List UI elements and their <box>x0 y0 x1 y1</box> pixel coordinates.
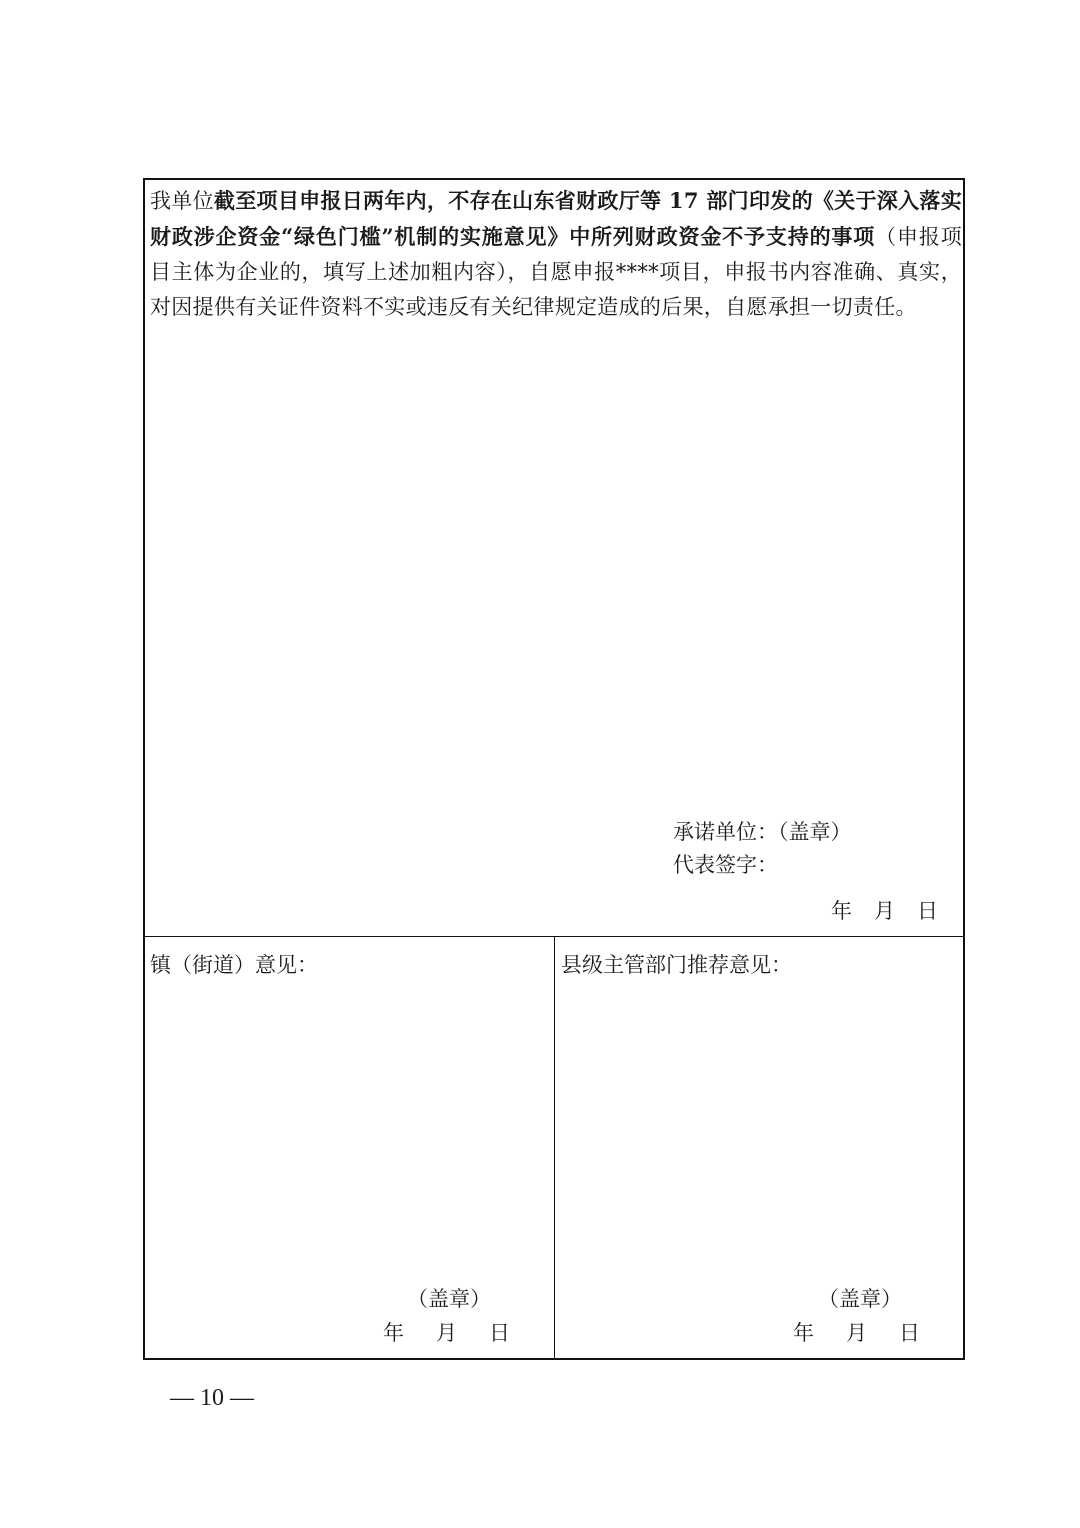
date-day: 日 <box>899 1321 920 1345</box>
date-year: 年 <box>793 1321 814 1345</box>
county-opinion-cell <box>555 937 963 1358</box>
representative-signature-label: 代表签字： <box>673 853 778 877</box>
pledge-text-lead: 我单位 <box>150 189 214 213</box>
date-month: 月 <box>874 899 895 923</box>
town-opinion-date <box>383 1317 510 1347</box>
pledge-text-bold: 截至项目申报日两年内，不存在山东省财政厅等 17 部门印发的《关于深入落实财政涉企资金“绿色门槛”机制的实施意见》中所列财政资金不予支持的事项 <box>150 188 962 249</box>
date-month: 月 <box>436 1321 457 1345</box>
county-opinion-label: 县级主管部门推荐意见： <box>561 953 792 977</box>
town-seal-note: （盖章） <box>407 1287 491 1311</box>
county-seal-note: （盖章） <box>818 1287 902 1311</box>
date-day: 日 <box>489 1321 510 1345</box>
pledge-date <box>831 895 938 925</box>
county-opinion-date <box>793 1317 920 1347</box>
date-year: 年 <box>831 899 852 923</box>
pledge-text-tail: （申报项目主体为企业的，填写上述加粗内容），自愿申报****项目，申报书内容准确、真实，对因提供有关证件资料不实或违反有关纪律规定造成的后果，自愿承担一切责任。 <box>150 225 962 319</box>
date-month: 月 <box>846 1321 867 1345</box>
pledge-form-table <box>143 178 965 1360</box>
date-year: 年 <box>383 1321 404 1345</box>
date-day: 日 <box>917 899 938 923</box>
page-number: — 10 — <box>170 1385 254 1411</box>
town-opinion-cell <box>145 937 555 1358</box>
pledge-unit-seal-label: 承诺单位：（盖章） <box>673 820 852 844</box>
town-opinion-label: 镇（街道）意见： <box>150 953 318 977</box>
pledge-cell <box>145 180 963 937</box>
pledge-statement <box>150 183 962 325</box>
